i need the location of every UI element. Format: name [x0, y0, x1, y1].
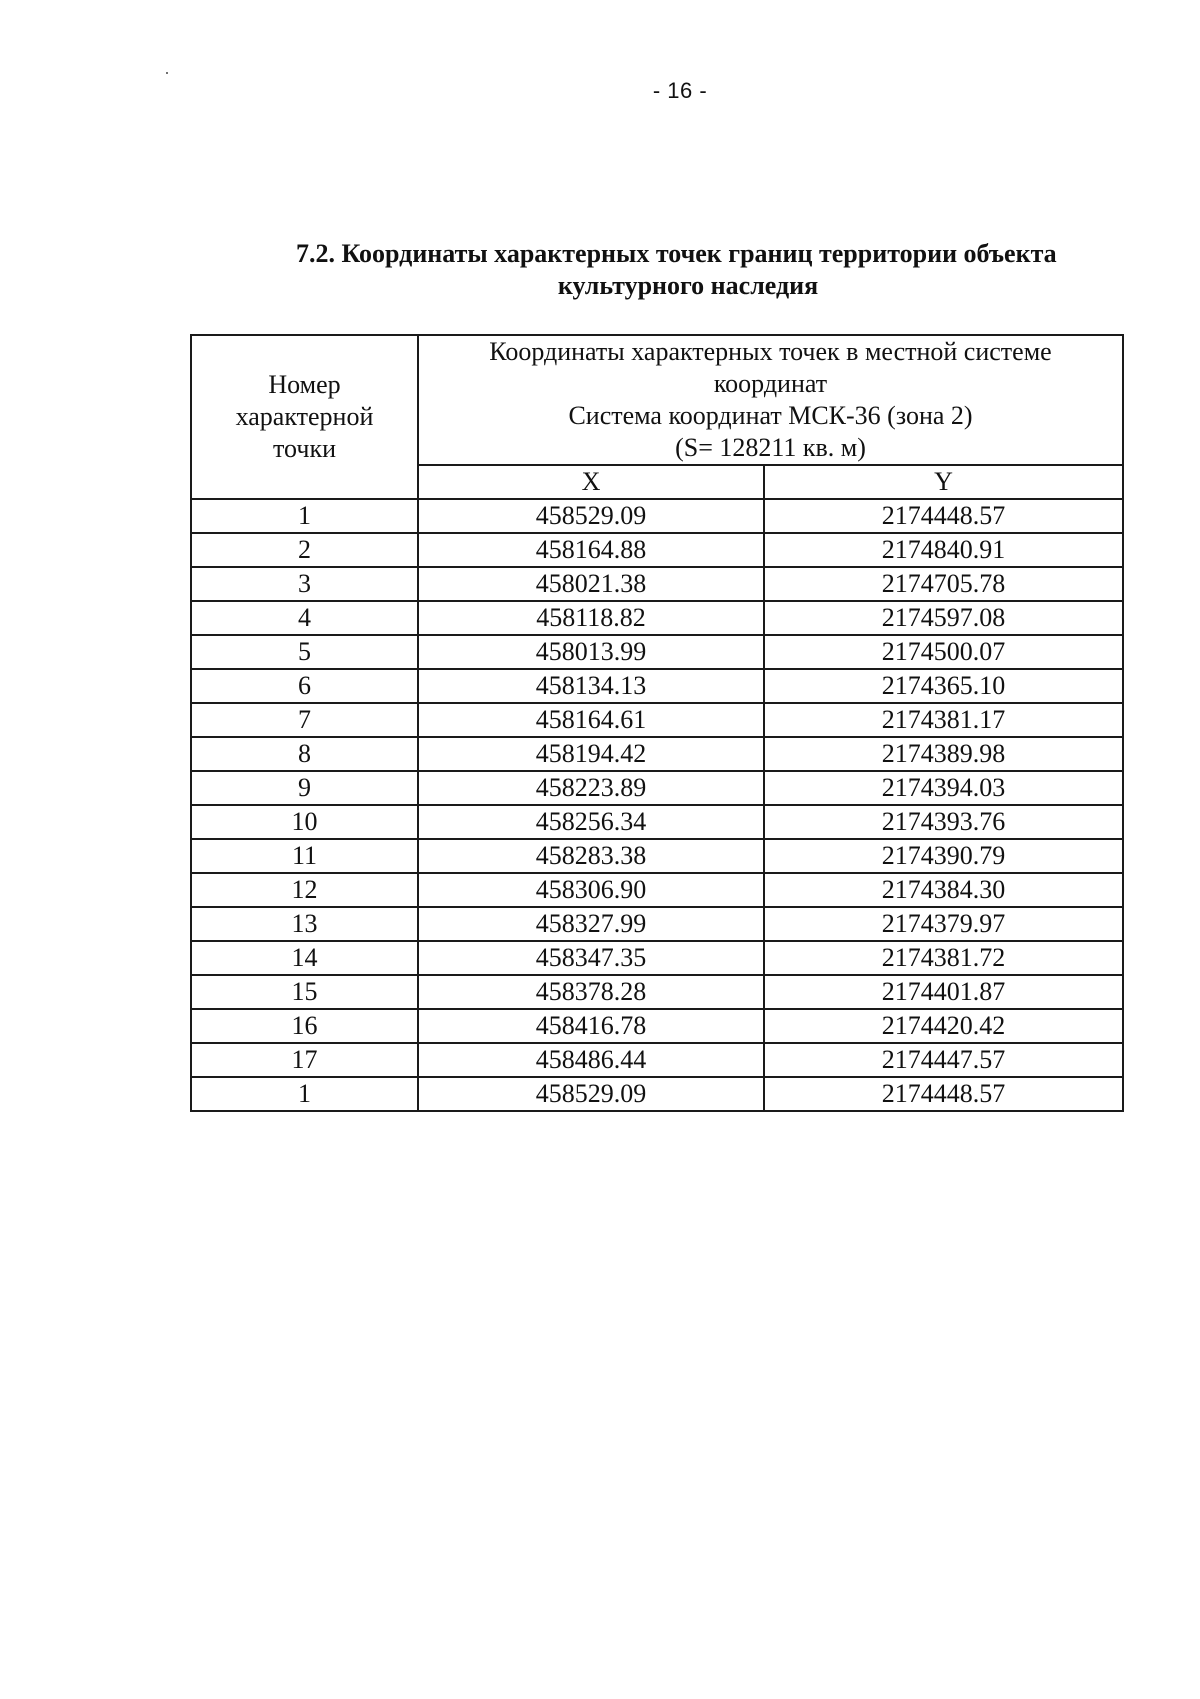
y-coordinate-cell: 2174448.57	[764, 1077, 1123, 1111]
section-title	[268, 238, 1168, 302]
table-row	[191, 703, 1123, 737]
point-number-cell: 8	[191, 737, 418, 771]
header-y: Y	[764, 465, 1123, 499]
x-coordinate-cell: 458306.90	[418, 873, 764, 907]
x-coordinate-cell: 458194.42	[418, 737, 764, 771]
table-row	[191, 737, 1123, 771]
table-row	[191, 1077, 1123, 1111]
y-coordinate-cell: 2174420.42	[764, 1009, 1123, 1043]
point-number-cell: 16	[191, 1009, 418, 1043]
header-x: X	[418, 465, 764, 499]
point-number-cell: 9	[191, 771, 418, 805]
point-number-cell: 6	[191, 669, 418, 703]
table-row	[191, 907, 1123, 941]
scan-speck	[166, 72, 168, 74]
point-number-cell: 10	[191, 805, 418, 839]
x-coordinate-cell: 458347.35	[418, 941, 764, 975]
point-number-cell: 1	[191, 1077, 418, 1111]
y-coordinate-cell: 2174448.57	[764, 499, 1123, 533]
y-coordinate-cell: 2174393.76	[764, 805, 1123, 839]
point-number-cell: 15	[191, 975, 418, 1009]
table-row	[191, 805, 1123, 839]
point-number-cell: 17	[191, 1043, 418, 1077]
table-row	[191, 941, 1123, 975]
point-number-cell: 4	[191, 601, 418, 635]
section-title-line2: культурного наследия	[557, 271, 819, 300]
y-coordinate-cell: 2174500.07	[764, 635, 1123, 669]
point-number-cell: 2	[191, 533, 418, 567]
point-number-cell: 1	[191, 499, 418, 533]
point-number-cell: 7	[191, 703, 418, 737]
y-coordinate-cell: 2174394.03	[764, 771, 1123, 805]
table-row	[191, 1009, 1123, 1043]
y-coordinate-cell: 2174840.91	[764, 533, 1123, 567]
header-coordinates: Координаты характерных точек в местной системе координат Система координат МСК-36 (зона 2) (S= 128211 кв. м)	[418, 335, 1123, 465]
table-row	[191, 567, 1123, 601]
x-coordinate-cell: 458164.61	[418, 703, 764, 737]
page-number: - 16 -	[652, 78, 708, 103]
y-coordinate-cell: 2174389.98	[764, 737, 1123, 771]
y-coordinate-cell: 2174705.78	[764, 567, 1123, 601]
x-coordinate-cell: 458134.13	[418, 669, 764, 703]
point-number-cell: 13	[191, 907, 418, 941]
x-coordinate-cell: 458327.99	[418, 907, 764, 941]
table-row	[191, 771, 1123, 805]
table-row	[191, 533, 1123, 567]
y-coordinate-cell: 2174390.79	[764, 839, 1123, 873]
table-row	[191, 1043, 1123, 1077]
header-point-number: Номер характерной точки	[191, 335, 418, 499]
x-coordinate-cell: 458529.09	[418, 1077, 764, 1111]
y-coordinate-cell: 2174384.30	[764, 873, 1123, 907]
point-number-cell: 12	[191, 873, 418, 907]
table-row	[191, 873, 1123, 907]
x-coordinate-cell: 458283.38	[418, 839, 764, 873]
table-row	[191, 635, 1123, 669]
x-coordinate-cell: 458013.99	[418, 635, 764, 669]
x-coordinate-cell: 458378.28	[418, 975, 764, 1009]
x-coordinate-cell: 458021.38	[418, 567, 764, 601]
x-coordinate-cell: 458416.78	[418, 1009, 764, 1043]
x-coordinate-cell: 458164.88	[418, 533, 764, 567]
x-coordinate-cell: 458256.34	[418, 805, 764, 839]
point-number-cell: 14	[191, 941, 418, 975]
y-coordinate-cell: 2174381.17	[764, 703, 1123, 737]
y-coordinate-cell: 2174401.87	[764, 975, 1123, 1009]
table-row	[191, 975, 1123, 1009]
coordinates-table	[190, 334, 1124, 1112]
x-coordinate-cell: 458223.89	[418, 771, 764, 805]
table-row	[191, 839, 1123, 873]
point-number-cell: 5	[191, 635, 418, 669]
y-coordinate-cell: 2174447.57	[764, 1043, 1123, 1077]
x-coordinate-cell: 458118.82	[418, 601, 764, 635]
y-coordinate-cell: 2174379.97	[764, 907, 1123, 941]
table-row	[191, 499, 1123, 533]
y-coordinate-cell: 2174381.72	[764, 941, 1123, 975]
point-number-cell: 11	[191, 839, 418, 873]
table-body	[191, 499, 1123, 1111]
table-header-row	[191, 335, 1123, 465]
y-coordinate-cell: 2174365.10	[764, 669, 1123, 703]
section-title-line1: 7.2. Координаты характерных точек границ территории объекта	[296, 239, 1057, 268]
table-row	[191, 669, 1123, 703]
point-number-cell: 3	[191, 567, 418, 601]
x-coordinate-cell: 458486.44	[418, 1043, 764, 1077]
x-coordinate-cell: 458529.09	[418, 499, 764, 533]
y-coordinate-cell: 2174597.08	[764, 601, 1123, 635]
table-row	[191, 601, 1123, 635]
